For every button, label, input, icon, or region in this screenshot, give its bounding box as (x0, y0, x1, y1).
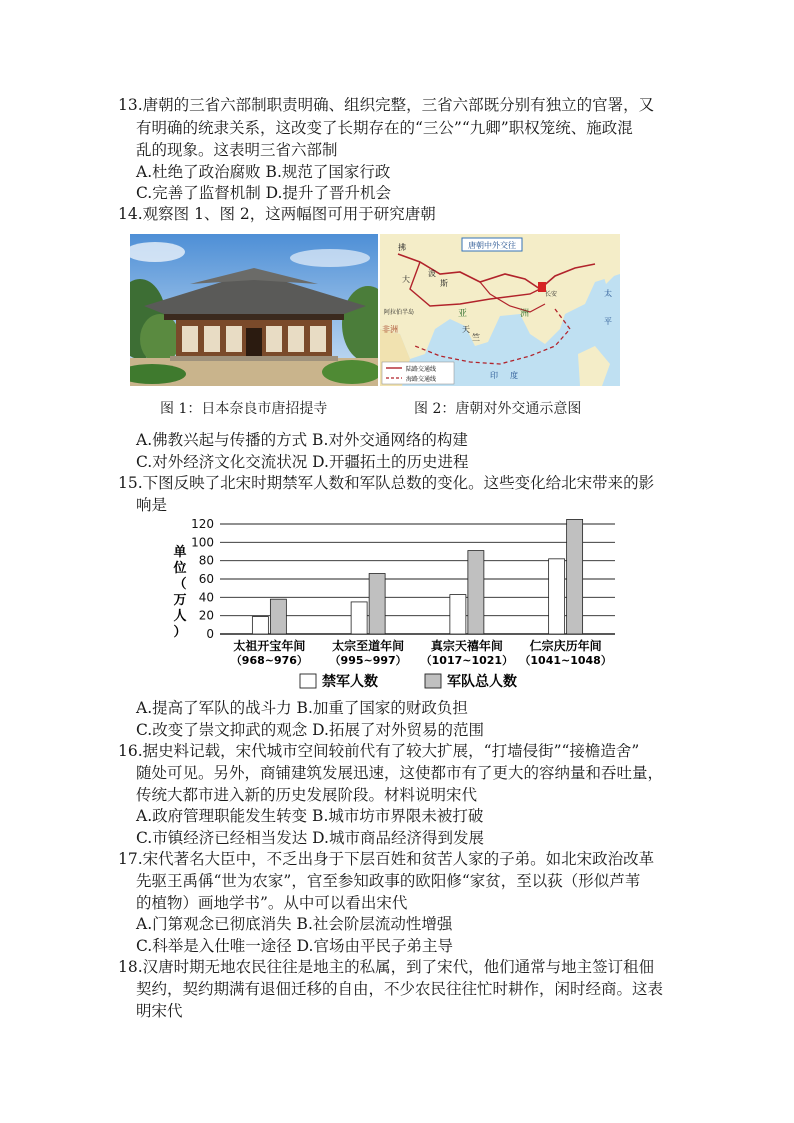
q17-stem-line-2: 先驱王禹偁“世为农家”，官至参知政事的欧阳修“家贫，至以荻（形似芦苇 (136, 872, 641, 890)
q14-options-cd: C.对外经济文化交流状况 D.开疆拓土的历史进程 (136, 453, 469, 471)
chart-xtick-years: （1017~1021） (420, 654, 514, 667)
q13-options-ab: A.杜绝了政治腐败 B.规范了国家行政 (136, 163, 391, 181)
temple-photo (130, 234, 378, 386)
map-label-bo: 波 (428, 269, 436, 278)
q16-stem-line-3: 传统大都市进入新的历史发展阶段。材料说明宋代 (136, 786, 478, 804)
chart-bar (468, 551, 484, 634)
q16-options-cd: C.市镇经济已经相当发达 D.城市商品经济得到发展 (136, 829, 484, 847)
map-label-si: 斯 (440, 279, 448, 288)
chart-ylabel-6: ） (173, 625, 187, 640)
chart-ytick-label: 120 (191, 517, 214, 531)
chart-bar (270, 599, 286, 634)
q15-stem-line-1: 15.下图反映了北宋时期禁军人数和军队总数的变化。这些变化给北宋带来的影 (118, 474, 655, 492)
map-legend-sea: 海路交通线 (406, 376, 437, 383)
chart-legend-swatch (425, 674, 441, 688)
q16-stem-line-2: 随处可见。另外，商铺建筑发展迅速，这使都市有了更大的容纳量和吞吐量， (136, 764, 664, 782)
army-size-bar-chart (160, 512, 630, 692)
chart-legend-label: 军队总人数 (447, 674, 517, 690)
map-title: 唐朝中外交往 (468, 241, 516, 250)
map-label-ping: 平 (604, 317, 612, 326)
fig2-caption: 图 2：唐朝对外交通示意图 (414, 401, 582, 417)
chart-ylabel-1: 单 (173, 545, 187, 560)
fig1-caption: 图 1：日本奈良市唐招提寺 (160, 401, 328, 417)
chart-ylabel-4: 万 (173, 593, 187, 608)
chart-bar (450, 595, 466, 634)
chart-bar (252, 617, 268, 634)
map-label-ya: 亚 (458, 309, 468, 319)
chart-legend-swatch (300, 674, 316, 688)
chart-ylabel-2: 位 (173, 561, 187, 576)
map-label-tai: 太 (604, 289, 612, 298)
q18-stem-line-1: 18.汉唐时期无地农民往往是地主的私属，到了宋代，他们通常与地主签订租佃 (118, 958, 655, 976)
map-label-fu: 拂 (398, 243, 406, 252)
map-label-zhou: 洲 (520, 309, 530, 319)
map-label-tian: 天 (462, 325, 470, 334)
map-label-yin: 印 (490, 371, 498, 380)
q16-stem-line-1: 16.据史料记载，宋代城市空间较前代有了较大扩展，“打墙侵街”“接檐造舍” (118, 742, 640, 760)
chart-xtick-years: （1041~1048） (519, 654, 612, 667)
chart-ytick-label: 60 (198, 572, 214, 586)
chart-xtick-years: （968~976） (230, 654, 308, 667)
q13-stem-line-1: 13.唐朝的三省六部制职责明确、组织完整，三省六部既分别有独立的官署，又 (118, 96, 655, 114)
chart-ytick-label: 20 (198, 608, 214, 623)
q16-options-ab: A.政府管理职能发生转变 B.城市坊市界限未被打破 (136, 807, 484, 825)
map-label-zhu: 竺 (472, 333, 480, 342)
chart-bar (549, 559, 565, 634)
q15-options-cd: C.改变了崇文抑武的观念 D.拓展了对外贸易的范围 (136, 721, 484, 739)
q17-stem-line-1: 17.宋代著名大臣中，不乏出身于下层百姓和贫苦人家的子弟。如北宋政治改革 (118, 850, 655, 868)
chart-xtick-label: 真宗天禧年间 (430, 639, 503, 653)
chart-bar (369, 574, 385, 635)
q14-stem: 14.观察图 1、图 2，这两幅图可用于研究唐朝 (118, 205, 436, 223)
chart-xtick-label: 仁宗庆历年间 (529, 639, 602, 653)
chart-xtick-years: （995~997） (329, 654, 407, 667)
chart-ytick-label: 100 (191, 535, 214, 550)
q13-stem-line-3: 乱的现象。这表明三省六部制 (136, 141, 338, 159)
chart-bar (567, 519, 583, 634)
q15-stem-line-2: 响是 (136, 496, 168, 514)
map-label-changan: 长安 (545, 291, 558, 298)
q15-options-ab: A.提高了军队的战斗力 B.加重了国家的财政负担 (136, 699, 468, 717)
chart-ylabel-3: （ (173, 577, 187, 592)
map-label-da: 大 (402, 275, 410, 284)
q17-options-cd: C.科举是入仕唯一途径 D.官场由平民子弟主导 (136, 937, 453, 955)
chart-ytick-label: 0 (206, 627, 214, 641)
q17-stem-line-3: 的植物）画地学书”。从中可以看出宋代 (136, 894, 408, 912)
q14-options-ab: A.佛教兴起与传播的方式 B.对外交通网络的构建 (136, 431, 468, 449)
q13-options-cd: C.完善了监督机制 D.提升了晋升机会 (136, 184, 391, 202)
q18-stem-line-2: 契约，契约期满有退佃迁移的自由，不少农民往往忙时耕作，闲时经商。这表 (136, 980, 664, 998)
chart-xtick-label: 太宗至道年间 (332, 639, 405, 653)
map-legend-land: 陆路交通线 (406, 366, 437, 373)
chart-legend-label: 禁军人数 (322, 674, 378, 690)
chart-ytick-label: 40 (198, 590, 214, 605)
chart-xtick-label: 太祖开宝年间 (233, 639, 306, 653)
q17-options-ab: A.门第观念已彻底消失 B.社会阶层流动性增强 (136, 915, 453, 933)
map-label-africa: 非洲 (382, 325, 398, 334)
tang-trade-map (380, 234, 620, 386)
chart-ylabel-5: 人 (173, 609, 187, 624)
chart-ytick-label: 80 (198, 553, 214, 568)
q13-stem-line-2: 有明确的统隶关系，这改变了长期存在的“三公”“九卿”职权笼统、施政混 (136, 119, 633, 137)
map-label-du: 度 (510, 371, 518, 380)
q18-stem-line-3: 明宋代 (136, 1002, 183, 1020)
map-label-arabia: 阿拉伯半岛 (384, 309, 415, 316)
chart-bar (351, 602, 367, 634)
